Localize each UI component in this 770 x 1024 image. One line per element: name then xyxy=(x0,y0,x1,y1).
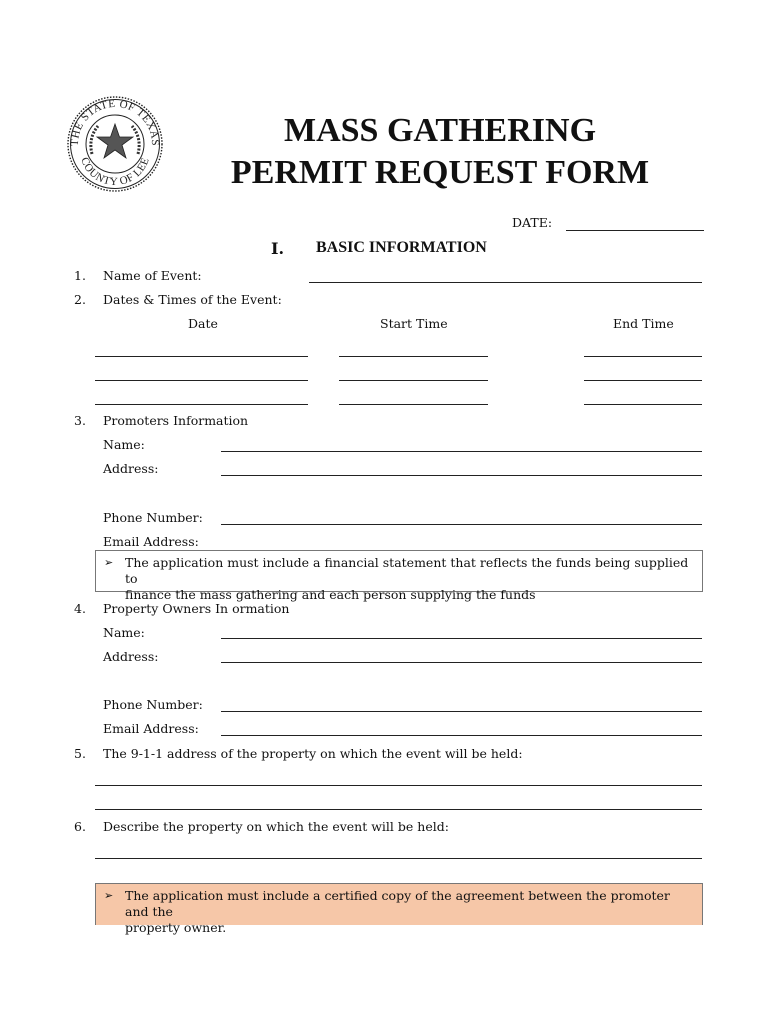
promoters-info-label: Promoters Information xyxy=(103,413,249,428)
owner-email-label: Email Address: xyxy=(103,721,199,736)
form-title-line2: PERMIT REQUEST FORM xyxy=(230,154,650,191)
end-time-column-header: End Time xyxy=(613,316,674,331)
promoter-email-label: Email Address: xyxy=(103,534,199,549)
date-field-3[interactable] xyxy=(95,404,308,405)
end-time-field-1[interactable] xyxy=(584,356,702,357)
promoter-name-label: Name: xyxy=(103,437,145,452)
section-numeral: I. xyxy=(271,239,285,258)
note-line: finance the mass gathering and each person supplying the funds xyxy=(125,587,536,602)
start-time-column-header: Start Time xyxy=(380,316,448,331)
svg-text:THE STATE OF TEXAS: THE STATE OF TEXAS xyxy=(68,97,162,147)
start-time-field-3[interactable] xyxy=(339,404,488,405)
event-name-label: Name of Event: xyxy=(103,268,202,283)
property-description-field[interactable] xyxy=(95,858,702,859)
owner-address-field[interactable] xyxy=(221,662,702,663)
county-seal xyxy=(64,94,166,194)
owner-phone-label: Phone Number: xyxy=(103,697,203,712)
date-field-2[interactable] xyxy=(95,380,308,381)
end-time-field-3[interactable] xyxy=(584,404,702,405)
owner-name-label: Name: xyxy=(103,625,145,640)
property-description-label: Describe the property on which the event will be held: xyxy=(103,819,449,834)
form-title-line1: MASS GATHERING xyxy=(283,112,597,149)
promoter-address-label: Address: xyxy=(103,461,159,476)
note-line: The application must include a certified copy of the agreement between the promoter and the xyxy=(125,888,670,919)
property-owners-info-label: Property Owners In ormation xyxy=(103,601,290,616)
owner-address-label: Address: xyxy=(103,649,159,664)
svg-text:COUNTY OF LEE: COUNTY OF LEE xyxy=(78,155,152,189)
date-field-1[interactable] xyxy=(95,356,308,357)
item-number: 2. xyxy=(74,292,86,307)
start-time-field-2[interactable] xyxy=(339,380,488,381)
owner-email-field[interactable] xyxy=(221,735,702,736)
date-label: DATE: xyxy=(512,215,553,230)
item-number: 1. xyxy=(74,268,86,283)
dates-times-label: Dates & Times of the Event: xyxy=(103,292,282,307)
arrow-bullet-icon: ➢ xyxy=(104,889,114,902)
date-column-header: Date xyxy=(188,316,218,331)
financial-statement-note xyxy=(95,550,703,602)
owner-name-field[interactable] xyxy=(221,638,702,639)
note-line: property owner. xyxy=(125,920,227,935)
promoter-name-field[interactable] xyxy=(221,451,702,452)
arrow-bullet-icon: ➢ xyxy=(104,556,114,569)
end-time-field-2[interactable] xyxy=(584,380,702,381)
note-line: The application must include a financial statement that reflects the funds being supplied to xyxy=(125,555,689,586)
property-address-field-2[interactable] xyxy=(95,809,702,810)
owner-phone-field[interactable] xyxy=(221,711,702,712)
agreement-note xyxy=(95,883,703,935)
section-heading: BASIC INFORMATION xyxy=(316,239,487,256)
promoter-address-field[interactable] xyxy=(221,475,702,476)
promoter-phone-label: Phone Number: xyxy=(103,510,203,525)
event-name-field[interactable] xyxy=(309,282,702,283)
property-address-label: The 9-1-1 address of the property on which the event will be held: xyxy=(103,746,523,761)
item-number: 5. xyxy=(74,746,86,761)
start-time-field-1[interactable] xyxy=(339,356,488,357)
item-number: 6. xyxy=(74,819,86,834)
date-field[interactable] xyxy=(566,230,704,231)
item-number: 4. xyxy=(74,601,86,616)
item-number: 3. xyxy=(74,413,86,428)
property-address-field-1[interactable] xyxy=(95,785,702,786)
promoter-phone-field[interactable] xyxy=(221,524,702,525)
